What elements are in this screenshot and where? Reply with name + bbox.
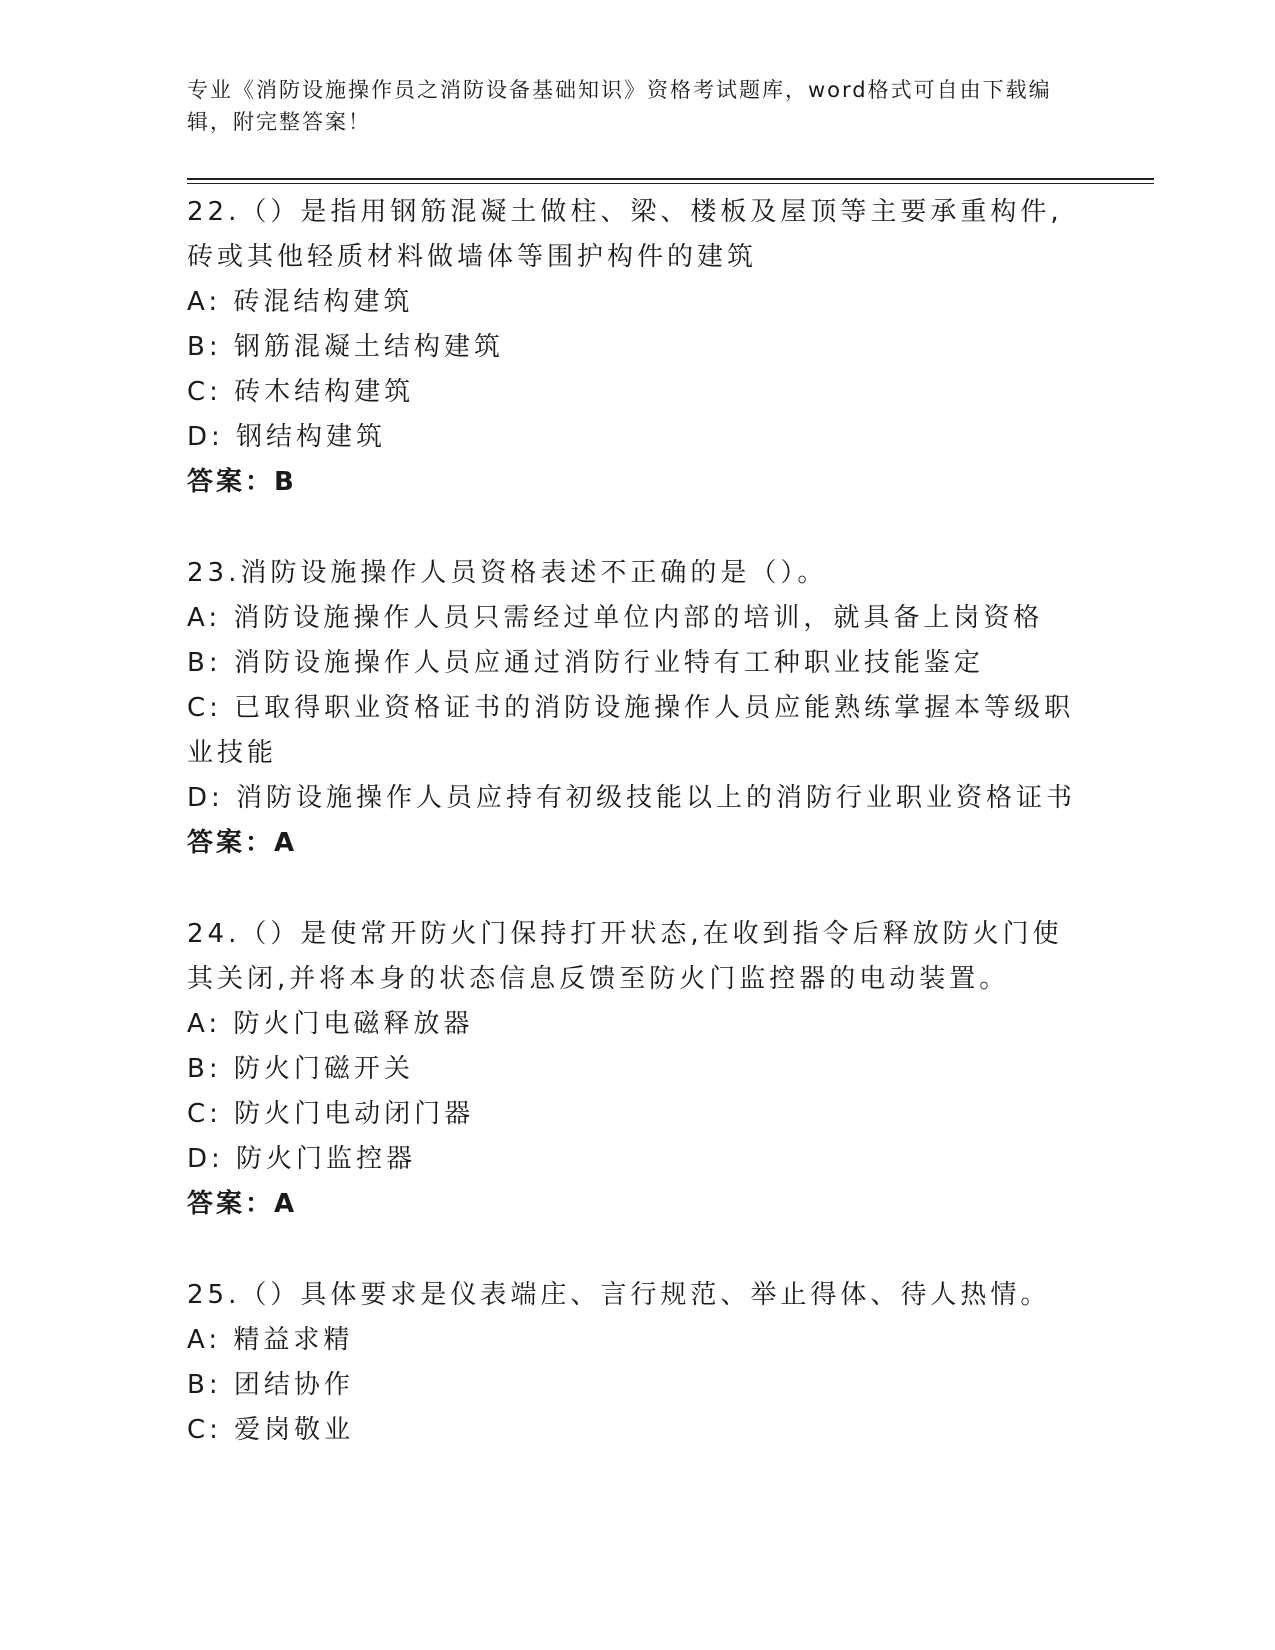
question-stem: 25.（）具体要求是仪表端庄、言行规范、举止得体、待人热情。 [187, 1280, 1051, 1310]
answer: 答案：A [187, 1189, 298, 1219]
option-c: C: 防火门电动闭门器 [187, 1099, 475, 1129]
question-stem: 22.（）是指用钢筋混凝土做柱、梁、楼板及屋顶等主要承重构件,砖或其他轻质材料做墙体等围护构件的建筑 [187, 197, 1063, 272]
option-b: B: 防火门磁开关 [187, 1054, 414, 1084]
question-23 [187, 551, 1087, 866]
header-divider-thin [187, 183, 1154, 184]
option-c: C: 砖木结构建筑 [187, 377, 415, 407]
option-b: B: 消防设施操作人员应通过消防行业特有工种职业技能鉴定 [187, 648, 984, 678]
option-list [187, 1002, 1087, 1182]
answer: 答案：A [187, 828, 298, 858]
header-divider-thick [187, 178, 1154, 180]
question-25 [187, 1273, 1087, 1453]
header-note: 专业《消防设施操作员之消防设备基础知识》资格考试题库，word格式可自由下载编辑，附完整答案！ [187, 78, 1052, 134]
option-d: D: 防火门监控器 [187, 1144, 417, 1174]
option-list [187, 596, 1087, 821]
option-a: A: 精益求精 [187, 1325, 354, 1355]
option-a: A: 消防设施操作人员只需经过单位内部的培训，就具备上岗资格 [187, 603, 1044, 633]
option-d: D: 消防设施操作人员应持有初级技能以上的消防行业职业资格证书 [187, 783, 1077, 813]
question-stem: 23.消防设施操作人员资格表述不正确的是（）。 [187, 558, 828, 588]
option-a: A: 防火门电磁释放器 [187, 1009, 474, 1039]
option-d: D: 钢结构建筑 [187, 422, 387, 452]
option-b: B: 钢筋混凝土结构建筑 [187, 332, 504, 362]
option-a: A: 砖混结构建筑 [187, 287, 414, 317]
option-b: B: 团结协作 [187, 1370, 354, 1400]
question-list [187, 190, 1087, 1499]
option-c: C: 已取得职业资格证书的消防设施操作人员应能熟练掌握本等级职业技能 [187, 693, 1075, 768]
option-list [187, 280, 1087, 460]
option-list [187, 1318, 1087, 1453]
answer: 答案：B [187, 467, 297, 497]
option-c: C: 爱岗敬业 [187, 1415, 355, 1445]
question-stem: 24.（）是使常开防火门保持打开状态,在收到指令后释放防火门使其关闭,并将本身的状态信息反馈至防火门监控器的电动装置。 [187, 919, 1063, 994]
question-22 [187, 190, 1087, 505]
question-24 [187, 912, 1087, 1227]
